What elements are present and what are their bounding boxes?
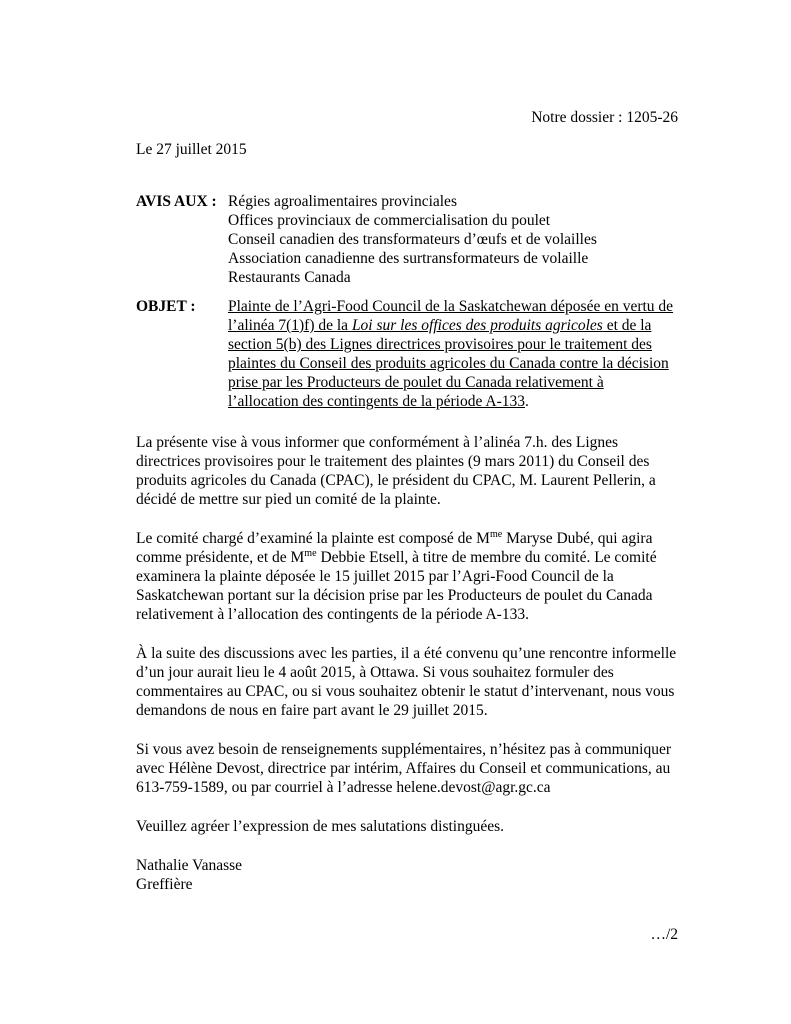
body-paragraph-4	[136, 740, 678, 797]
body-paragraph-3: À la suite des discussions avec les parties, il a été convenu qu’une rencontre informelle d’un jour aurait lieu le 4 août 2015, à Ottawa. Si vous souhaitez formuler des commentaires au CPAC, ou si vous souhaitez obtenir le statut d’intervenant, nous vous demandons de nous en faire part avant le 29 juillet 2015.	[136, 645, 677, 719]
superscript-me: me	[489, 528, 503, 540]
avis-section	[136, 192, 678, 287]
recipient-line: Conseil canadien des transformateurs d’œufs et de volailles	[228, 231, 597, 248]
recipient-line: Restaurants Canada	[228, 269, 351, 286]
file-reference: Notre dossier : 1205-26	[531, 109, 678, 126]
recipient-line: Offices provinciaux de commercialisation du poulet	[228, 212, 551, 229]
paragraph-text: Le comité chargé d’examiné la plainte est composé de M	[136, 530, 490, 547]
recipient-line: Association canadienne des surtransformateurs de volaille	[228, 250, 589, 267]
objet-law-title: Loi sur les offices des produits agricoles	[351, 317, 603, 334]
letter-body	[136, 433, 678, 894]
objet-section	[136, 297, 678, 411]
objet-text	[228, 297, 678, 411]
letter-date: Le 27 juillet 2015	[136, 141, 247, 158]
email-address: helene.devost@agr.gc.ca	[396, 779, 551, 796]
avis-recipients	[228, 192, 678, 287]
signature-title: Greffière	[136, 876, 193, 893]
objet-label: OBJET :	[136, 298, 196, 315]
objet-period: .	[525, 393, 529, 410]
signature-name: Nathalie Vanasse	[136, 857, 243, 874]
paragraph-text: Debbie Etsell, à titre de membre du comité. Le comité examinera la plainte déposée le 15 juillet 2015 par l’Agri-Food Council de la Saskatchewan portant sur la décision prise par les Producteurs de poulet du Canada relativement à l’allocation des contingents de la période A-133.	[136, 549, 657, 623]
paragraph-text: Si vous avez besoin de renseignements supplémentaires, n’hésitez pas à communiquer avec Hélène Devost, directrice par intérim, Affaires du Conseil et communications, au 613-759-1589, ou par courriel à l’adresse	[136, 741, 672, 796]
superscript-me: me	[304, 547, 317, 559]
body-paragraph-1: La présente vise à vous informer que conformément à l’alinéa 7.h. des Lignes directrices provisoires pour le traitement des plaintes (9 mars 2011) du Conseil des produits agricoles du Canada (CPAC), le président du CPAC, M. Laurent Pellerin, a décidé de mettre sur pied un comité de la plainte.	[136, 434, 656, 508]
signature-block	[136, 856, 678, 894]
recipient-line: Régies agroalimentaires provinciales	[228, 193, 457, 210]
avis-label: AVIS AUX :	[136, 193, 217, 210]
page-number: …/2	[650, 926, 678, 943]
objet-text-part: et de la section 5(b) des Lignes directrices provisoires pour le traitement des plaintes du Conseil des produits agricoles du Canada contre la décision prise par les Producteurs de poulet du Canada relativement à l’allocation des contingents de la période A-133	[228, 317, 669, 410]
paragraph-text: Maryse Dubé, qui agira comme présidente, et de M	[136, 530, 653, 566]
body-paragraph-2	[136, 529, 678, 624]
objet-text-part: Plainte de l’Agri-Food Council de la Saskatchewan déposée en vertu de l’alinéa 7(1)f) de la	[228, 298, 674, 334]
closing-line: Veuillez agréer l’expression de mes salutations distinguées.	[136, 818, 505, 835]
